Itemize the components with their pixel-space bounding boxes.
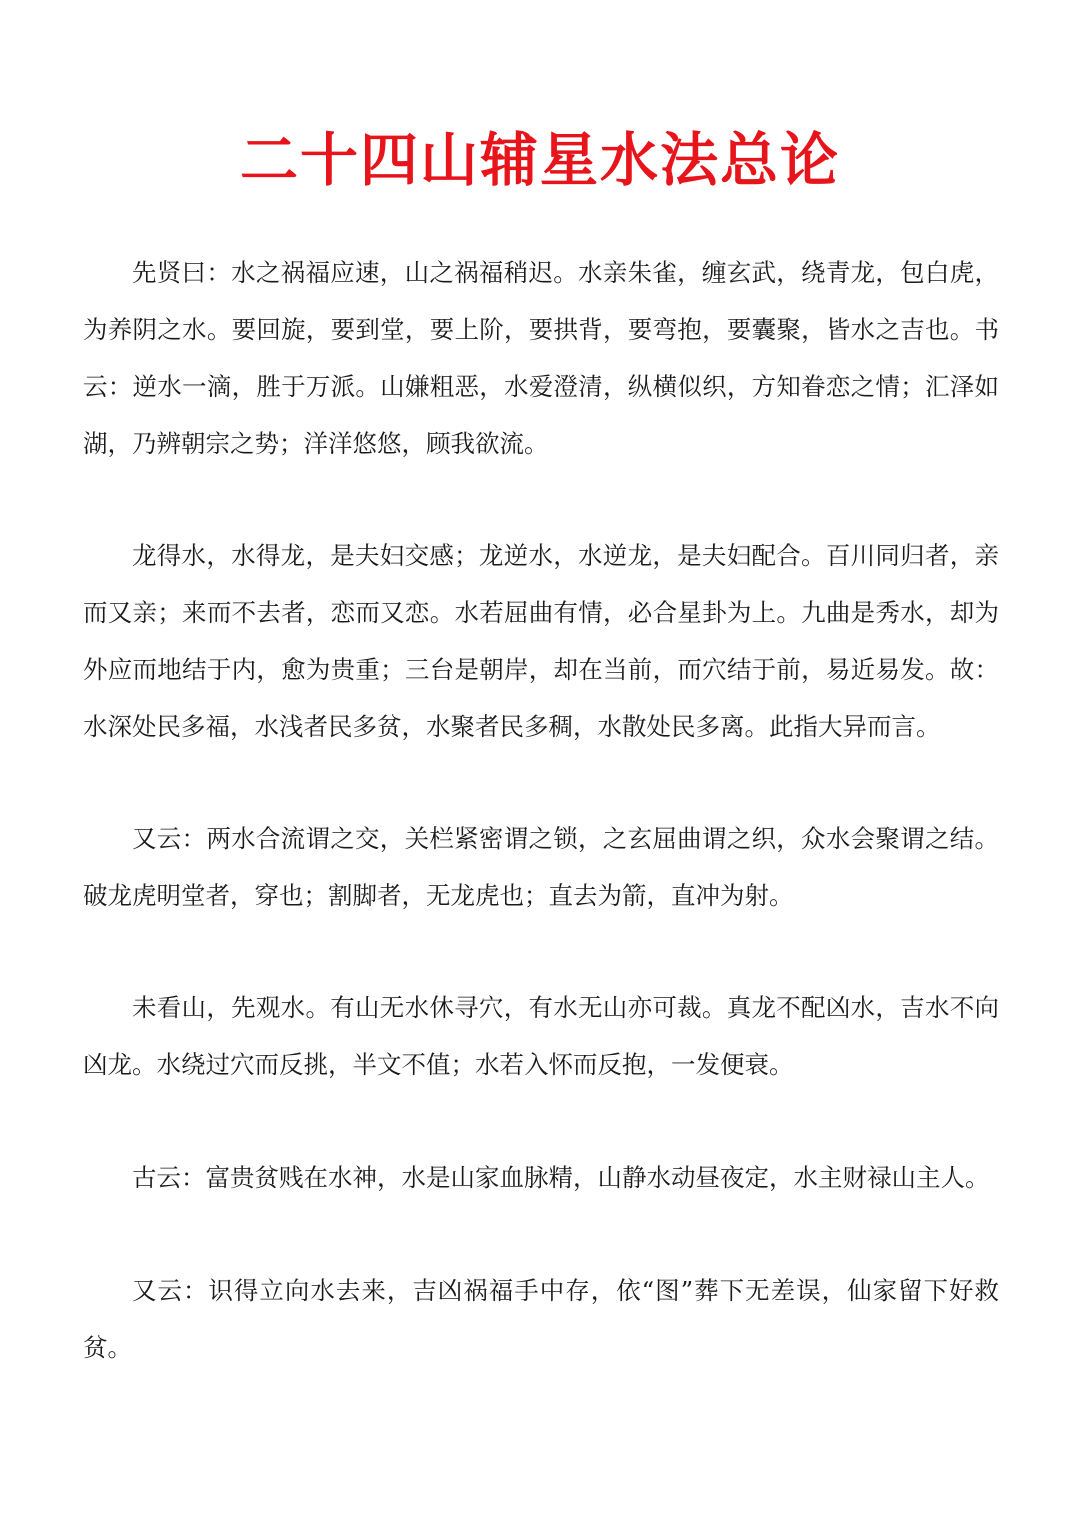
paragraph-2: 龙得水，水得龙，是夫妇交感；龙逆水，水逆龙，是夫妇配合。百川同归者，亲而又亲；来而不去者，恋而又恋。水若屈曲有情，必合星卦为上。九曲是秀水，却为外应而地结于内，愈为贵重；三台是朝岸，却在当前，而穴结于前，易近易发。故：水深处民多福，水浅者民多贫，水聚者民多稠，水散处民多离。此指大异而言。 (83, 541, 999, 741)
paragraph-4: 未看山，先观水。有山无水休寻穴，有水无山亦可裁。真龙不配凶水，吉水不向凶龙。水绕过穴而反挑，半文不值；水若入怀而反抱，一发便衰。 (83, 993, 999, 1079)
page-title: 二十四山辅星水法总论 (239, 126, 840, 194)
paragraph-5: 古云：富贵贫贱在水神，水是山家血脉精，山静水动昼夜定，水主财禄山主人。 (132, 1163, 990, 1192)
paragraph-1: 先贤曰：水之祸福应速，山之祸福稍迟。水亲朱雀，缠玄武，绕青龙，包白虎，为养阴之水。要回旋，要到堂，要上阶，要拱背，要弯抱，要囊聚，皆水之吉也。书云：逆水一滴，胜于万派。山嫌粗恶，水爱澄清，纵横似织，方知眷恋之情；汇泽如湖，乃辨朝宗之势；洋洋悠悠，顾我欲流。 (83, 258, 999, 458)
paragraph-6: 又云：识得立向水去来，吉凶祸福手中存，依“图”葬下无差误，仙家留下好救贫。 (83, 1276, 999, 1362)
paragraph-3: 又云：两水合流谓之交，关栏紧密谓之锁，之玄屈曲谓之织，众水会聚谓之结。破龙虎明堂者，穿也；割脚者，无龙虎也；直去为箭，直冲为射。 (83, 824, 999, 910)
